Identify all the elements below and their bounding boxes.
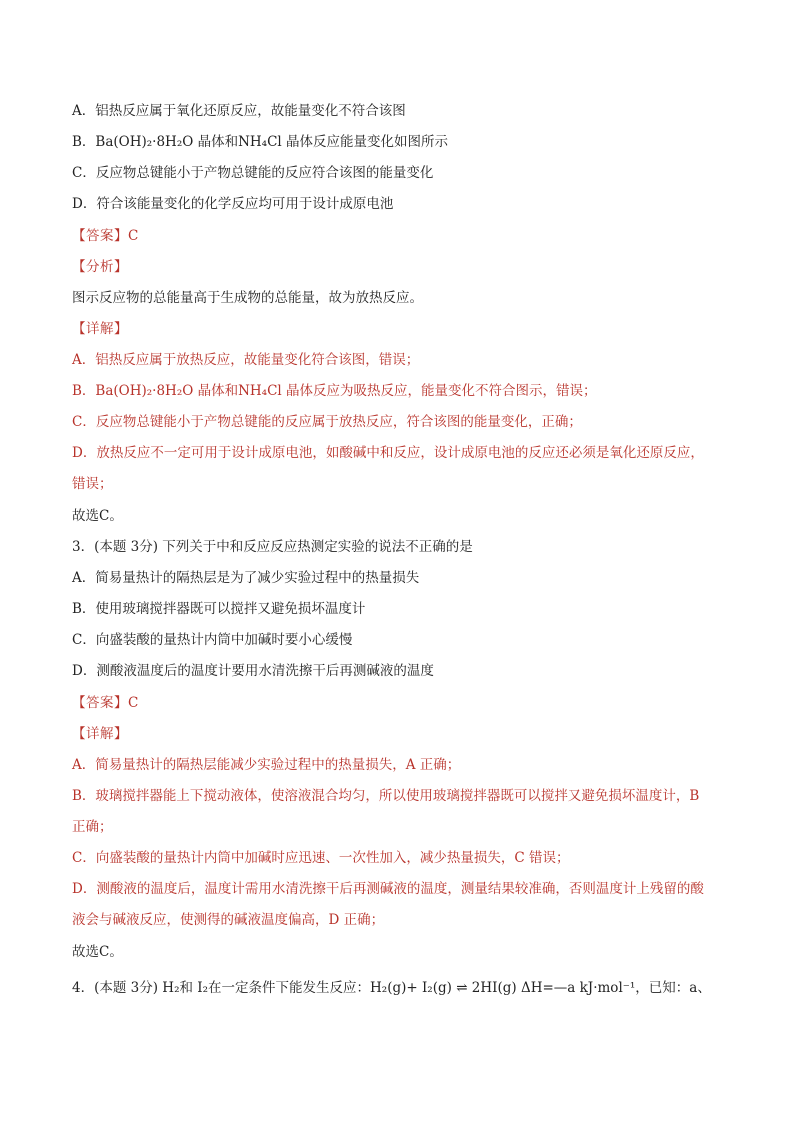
question3-option-c: C．向盛装酸的量热计内筒中加碱时要小心缓慢 bbox=[72, 632, 353, 648]
question3-option-b: B．使用玻璃搅拌器既可以搅拌又避免损坏温度计 bbox=[72, 601, 366, 617]
question2-detail-a: A．铝热反应属于放热反应，故能量变化符合该图，错误； bbox=[72, 352, 420, 368]
question2-option-d: D．符合该能量变化的化学反应均可用于设计成原电池 bbox=[72, 196, 394, 212]
question3-option-d: D．测酸液温度后的温度计要用水清洗擦干后再测碱液的温度 bbox=[72, 663, 434, 679]
question3-detail-d-cont: 液会与碱液反应，使测得的碱液温度偏高，D 正确； bbox=[72, 912, 385, 928]
question3-conclusion: 故选C。 bbox=[72, 944, 123, 960]
question3-answer: 【答案】C bbox=[72, 695, 139, 711]
question3-detail-label: 【详解】 bbox=[72, 726, 128, 742]
question2-detail-d-cont: 错误； bbox=[72, 476, 113, 492]
question2-detail-label: 【详解】 bbox=[72, 321, 128, 337]
question2-detail-c: C．反应物总键能小于产物总键能的反应属于放热反应，符合该图的能量变化，正确； bbox=[72, 414, 582, 430]
question2-option-c: C．反应物总键能小于产物总键能的反应符合该图的能量变化 bbox=[72, 165, 434, 181]
question2-detail-b: B．Ba(OH)₂·8H₂O 晶体和NH₄Cl 晶体反应为吸热反应，能量变化不符合图示，错误； bbox=[72, 383, 597, 399]
question2-analysis-text: 图示反应物的总能量高于生成物的总能量，故为放热反应。 bbox=[72, 290, 423, 306]
question2-analysis-label: 【分析】 bbox=[72, 259, 128, 275]
question3-detail-b-cont: 正确； bbox=[72, 819, 113, 835]
question3-option-a: A．简易量热计的隔热层是为了减少实验过程中的热量损失 bbox=[72, 570, 420, 586]
question2-option-a: A．铝热反应属于氧化还原反应，故能量变化不符合该图 bbox=[72, 103, 406, 119]
question3-detail-d: D．测酸液的温度后，温度计需用水清洗擦干后再测碱液的温度，测量结果较准确，否则温度计上残留的酸 bbox=[72, 881, 704, 897]
question2-conclusion: 故选C。 bbox=[72, 508, 123, 524]
question3-detail-b: B．玻璃搅拌器能上下搅动液体，使溶液混合均匀，所以使用玻璃搅拌器既可以搅拌又避免损坏温度计，B bbox=[72, 788, 700, 804]
question3-detail-c: C．向盛装酸的量热计内筒中加碱时应迅速、一次性加入，减少热量损失，C 错误； bbox=[72, 850, 570, 866]
question3-stem: 3．(本题 3分) 下列关于中和反应反应热测定实验的说法不正确的是 bbox=[72, 539, 473, 555]
question2-option-b: B．Ba(OH)₂·8H₂O 晶体和NH₄Cl 晶体反应能量变化如图所示 bbox=[72, 134, 449, 150]
question3-detail-a: A．简易量热计的隔热层能减少实验过程中的热量损失，A 正确； bbox=[72, 757, 461, 773]
question2-answer: 【答案】C bbox=[72, 228, 139, 244]
question4-stem: 4．(本题 3分) H₂和 I₂在一定条件下能发生反应：H₂(g)+ I₂(g) ⇌ 2HI(g) ΔH=—a kJ·mol⁻¹，已知：a、 bbox=[72, 980, 711, 996]
question2-detail-d: D．放热反应不一定可用于设计成原电池，如酸碱中和反应，设计成原电池的反应还必须是氧化还原反应， bbox=[72, 445, 704, 461]
